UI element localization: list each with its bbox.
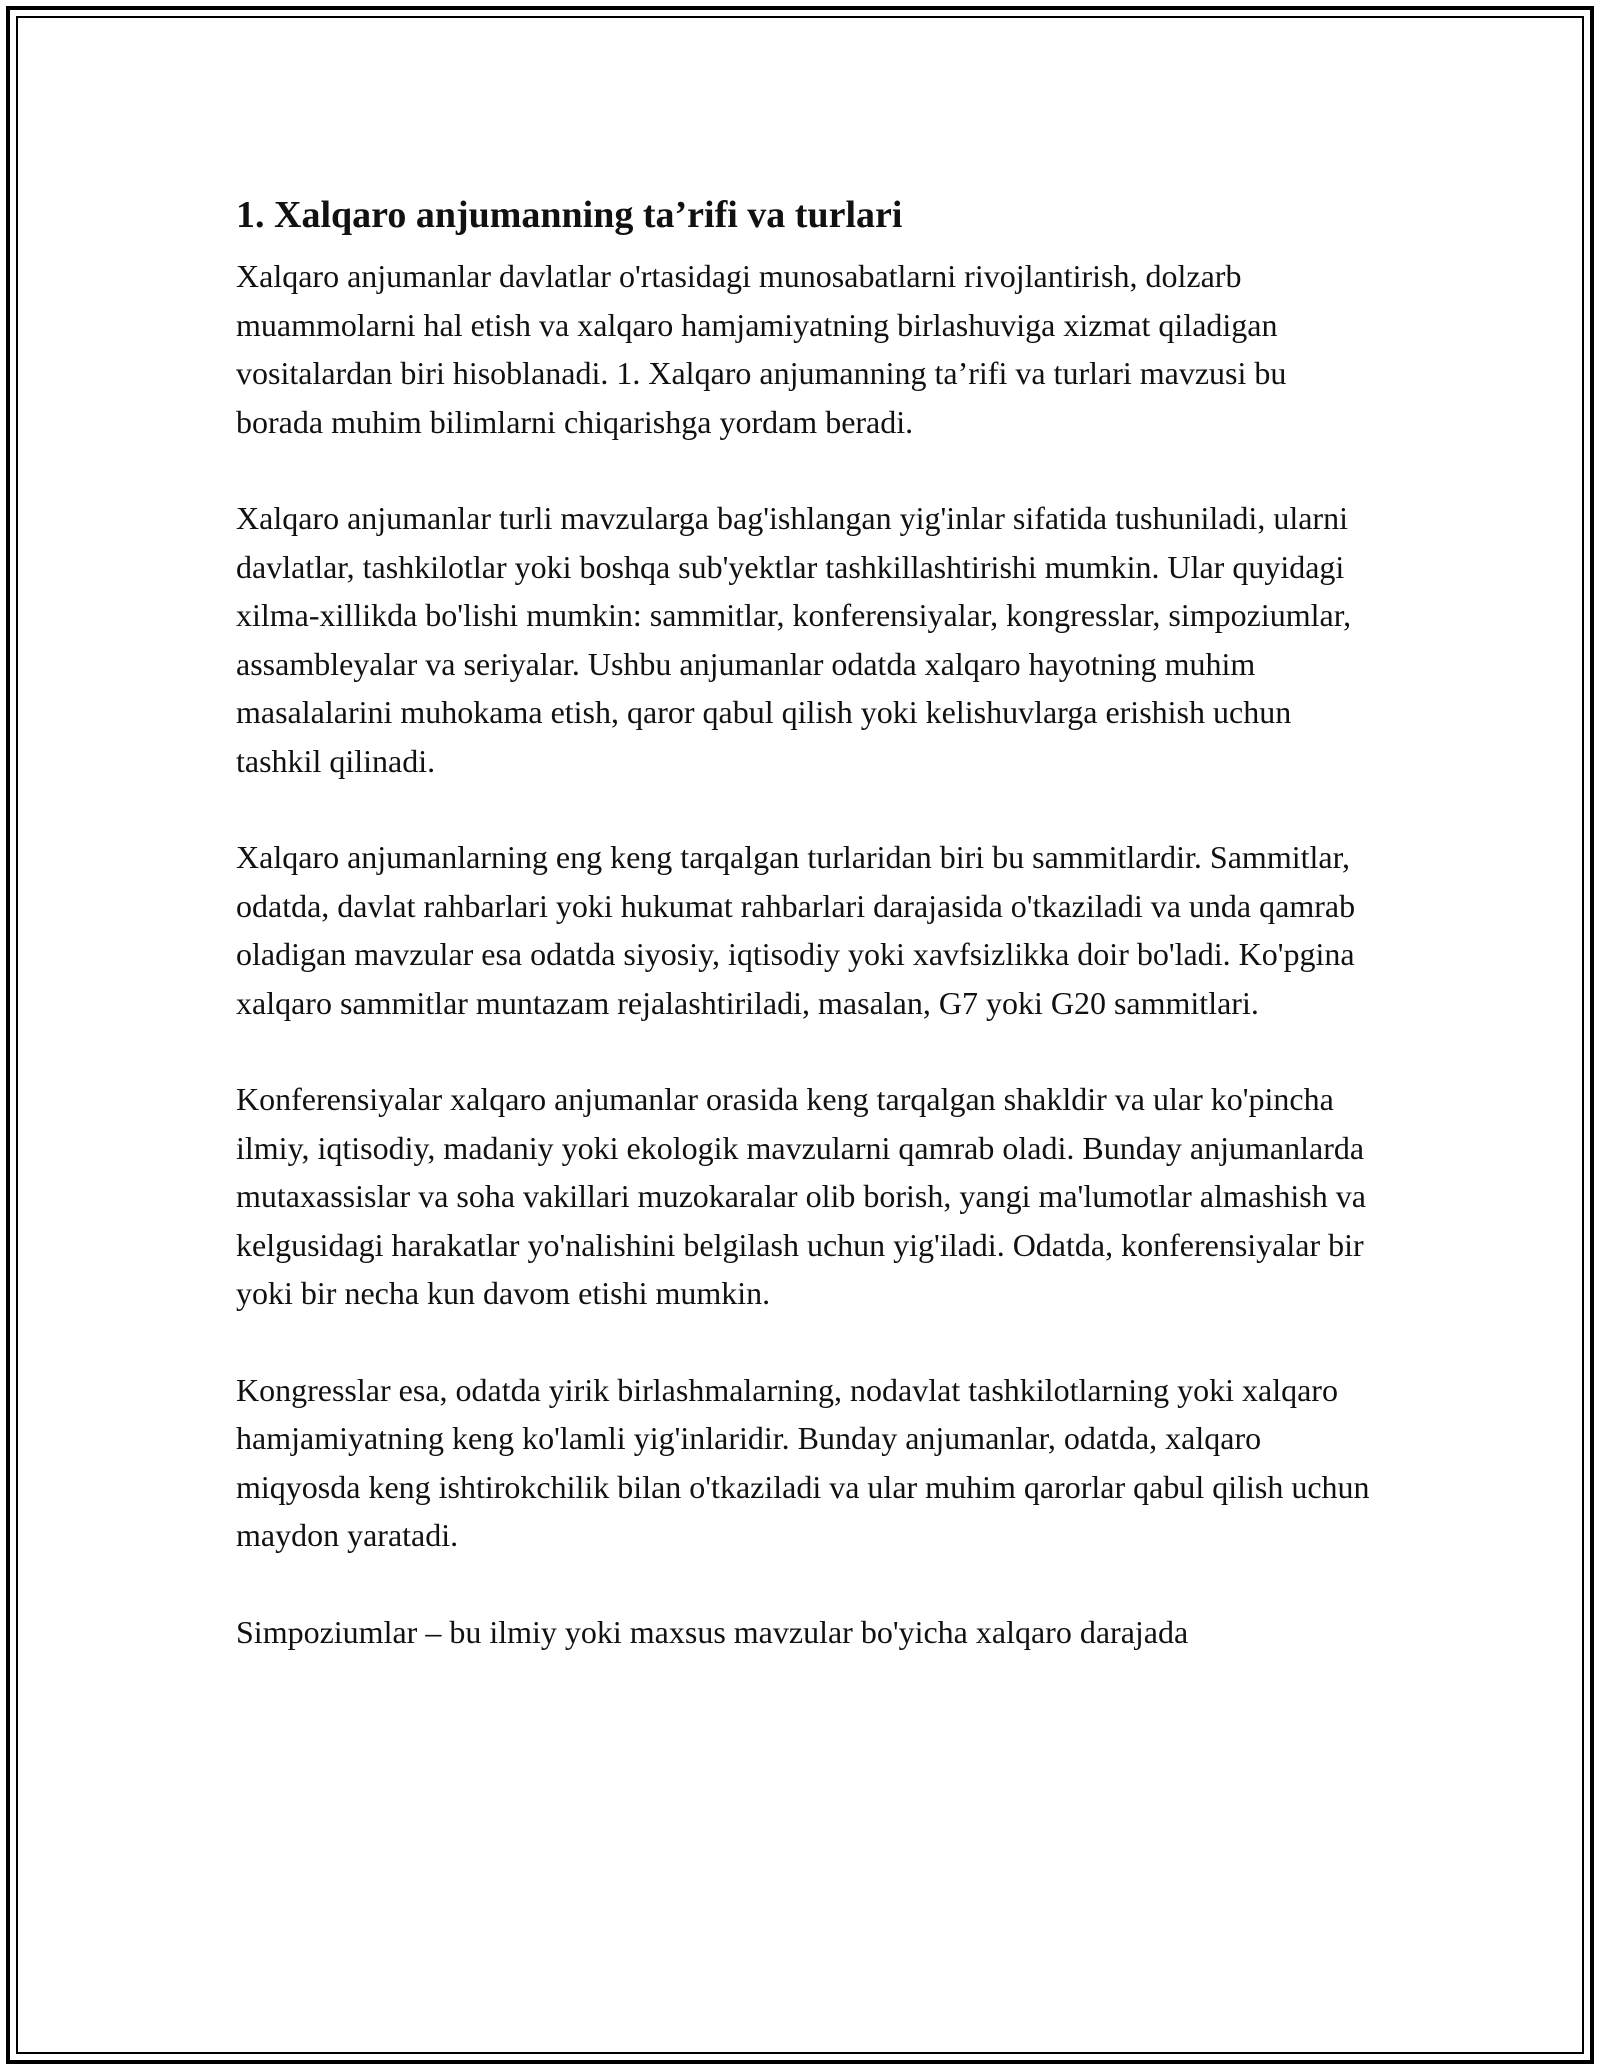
section-heading: 1. Xalqaro anjumanning ta’rifi va turlari <box>236 194 903 236</box>
paragraph-types: Xalqaro anjumanlar turli mavzularga bag'ishlangan yig'inlar sifatida tushuniladi, ularni davlatlar, tashkilotlar yoki boshqa sub'yektlar tashkillashtirishi mumkin. Ular quyidagi xilma-xillikda bo'lishi mumkin: sammitlar, konferensiyalar, kongresslar, simpoziumlar, assambleyalar va seriyalar. Ushbu anjumanlar odatda xalqaro hayotning muhim masalalarini muhokama etish, qaror qabul qilish yoki kelishuvlarga erishish uchun tashkil qilinadi. <box>236 500 1352 779</box>
paragraph-conferences: Konferensiyalar xalqaro anjumanlar orasida keng tarqalgan shakldir va ular ko'pincha ilmiy, iqtisodiy, madaniy yoki ekologik mavzularni qamrab oladi. Bunday anjumanlarda mutaxassislar va soha vakillari muzokaralar olib borish, yangi ma'lumotlar almashish va kelgusidagi harakatlar yo'nalishini belgilash uchun yig'iladi. Odatda, konferensiyalar bir yoki bir necha kun davom etishi mumkin. <box>236 1081 1366 1311</box>
document-body <box>236 188 1376 1704</box>
paragraph-summits: Xalqaro anjumanlarning eng keng tarqalgan turlaridan biri bu sammitlardir. Sammitlar, odatda, davlat rahbarlari yoki hukumat rahbarlari darajasida o'tkaziladi va unda qamrab oladigan mavzular esa odatda siyosiy, iqtisodiy yoki xavfsizlikka doir bo'ladi. Ko'pgina xalqaro sammitlar muntazam rejalashtiriladi, masalan, G7 yoki G20 sammitlari. <box>236 839 1356 1021</box>
paragraph-congresses: Kongresslar esa, odatda yirik birlashmalarning, nodavlat tashkilotlarning yoki xalqaro hamjamiyatning keng ko'lamli yig'inlaridir. Bunday anjumanlar, odatda, xalqaro miqyosda keng ishtirokchilik bilan o'tkaziladi va ular muhim qarorlar qabul qilish uchun maydon yaratadi. <box>236 1371 1370 1553</box>
paragraph-intro: Xalqaro anjumanlar davlatlar o'rtasidagi munosabatlarni rivojlantirish, dolzarb muammolarni hal etish va xalqaro hamjamiyatning birlashuviga xizmat qiladigan vositalardan biri hisoblanadi. 1. Xalqaro anjumanning ta’rifi va turlari mavzusi bu borada muhim bilimlarni chiqarishga yordam beradi. <box>236 258 1287 440</box>
paragraph-symposiums: Simpoziumlar – bu ilmiy yoki maxsus mavzular bo'yicha xalqaro darajada <box>236 1613 1189 1650</box>
